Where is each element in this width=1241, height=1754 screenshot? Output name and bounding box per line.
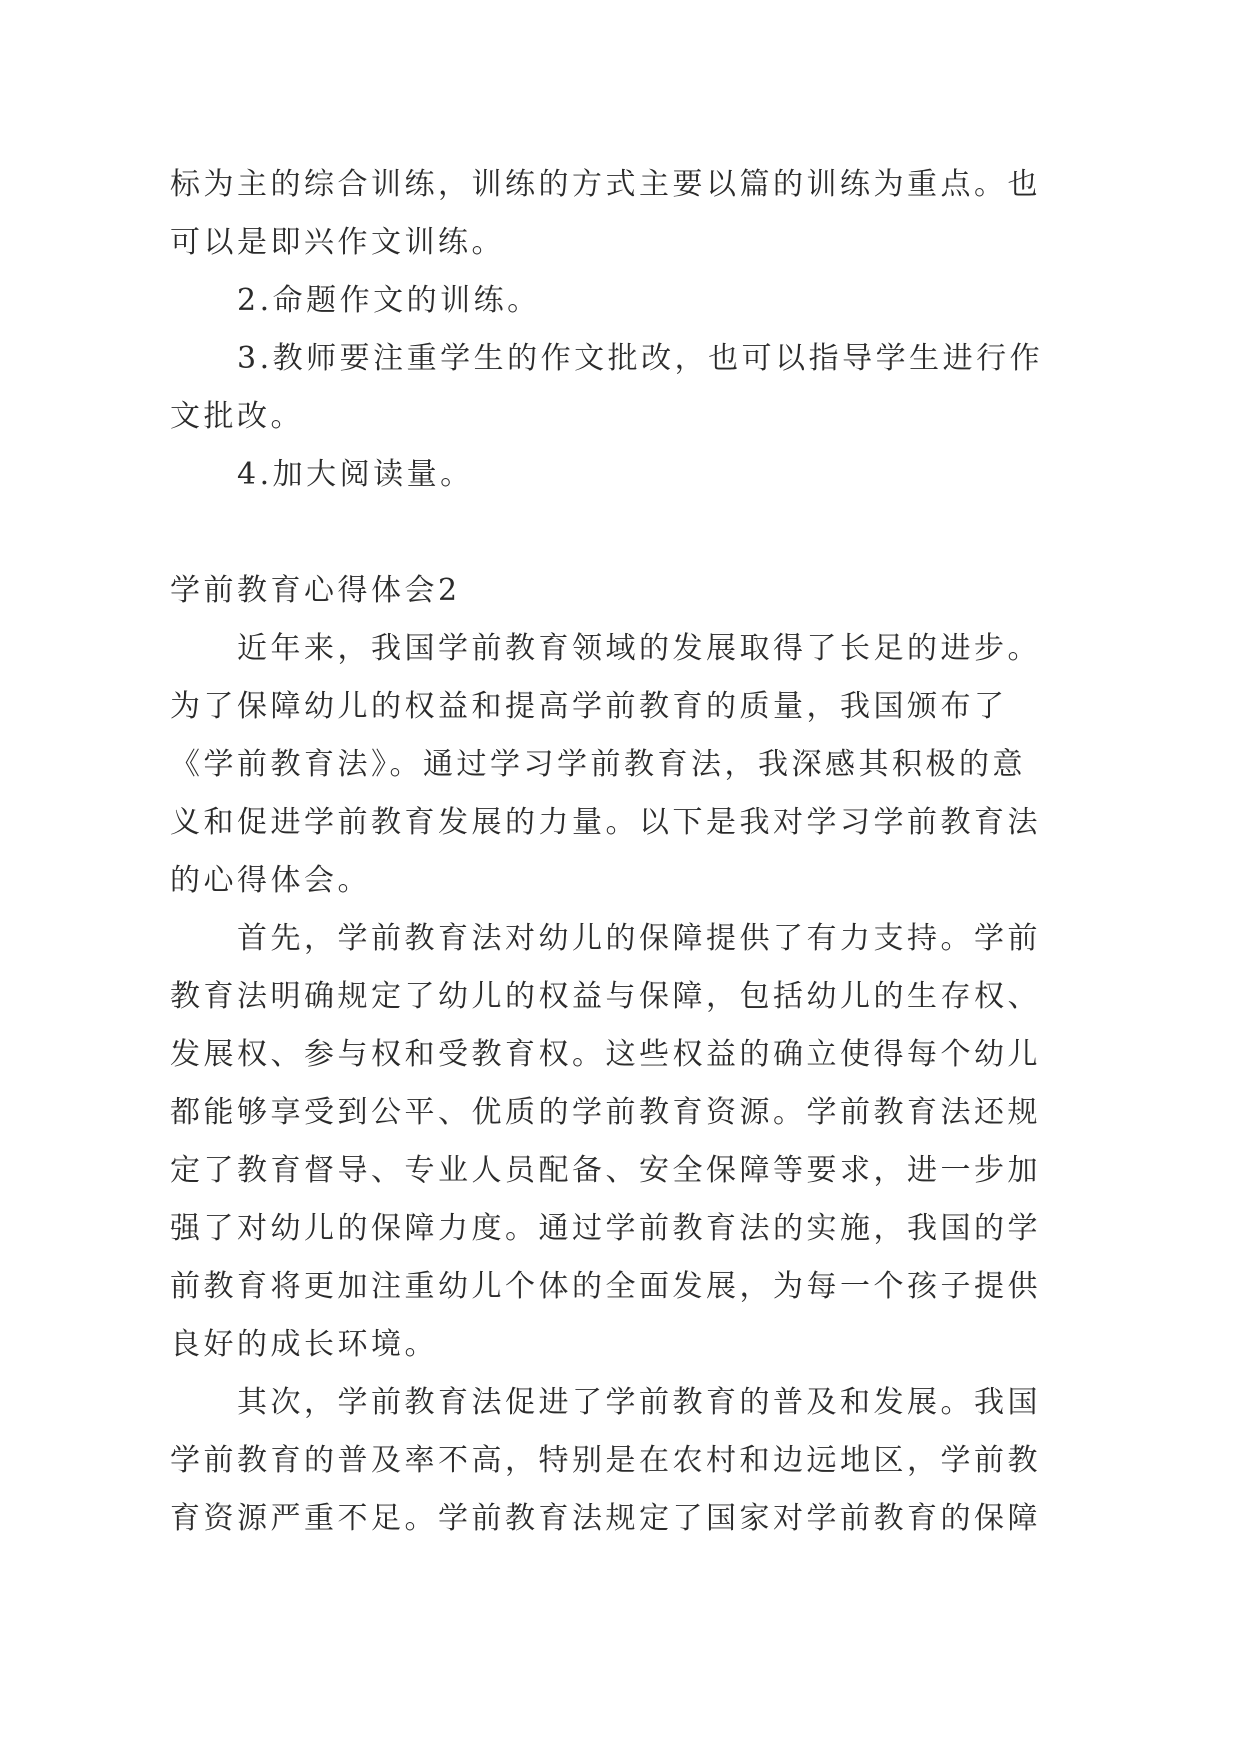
text-line: 的心得体会。 bbox=[170, 863, 371, 898]
section-heading: 学前教育心得体会2 bbox=[170, 573, 461, 608]
text-line: 其次，学前教育法促进了学前教育的普及和发展。我国 bbox=[237, 1385, 1041, 1420]
continued-paragraph bbox=[170, 156, 1130, 272]
text-line: 都能够享受到公平、优质的学前教育资源。学前教育法还规 bbox=[170, 1095, 1041, 1130]
list-item bbox=[170, 330, 1130, 446]
paragraph bbox=[170, 910, 1130, 1374]
text-line: 育资源严重不足。学前教育法规定了国家对学前教育的保障 bbox=[170, 1501, 1041, 1536]
text-line: 4.加大阅读量。 bbox=[237, 457, 474, 492]
text-line: 标为主的综合训练，训练的方式主要以篇的训练为重点。也 bbox=[170, 167, 1041, 202]
text-line: 学前教育的普及率不高，特别是在农村和边远地区，学前教 bbox=[170, 1443, 1041, 1478]
text-line: 义和促进学前教育发展的力量。以下是我对学习学前教育法 bbox=[170, 805, 1041, 840]
paragraph bbox=[170, 1374, 1130, 1548]
text-line: 文批改。 bbox=[170, 399, 304, 434]
text-line: 《学前教育法》。通过学习学前教育法，我深感其积极的意 bbox=[170, 747, 1026, 782]
text-line: 近年来，我国学前教育领域的发展取得了长足的进步。 bbox=[237, 631, 1041, 666]
text-line: 教育法明确规定了幼儿的权益与保障，包括幼儿的生存权、 bbox=[170, 979, 1041, 1014]
text-line: 定了教育督导、专业人员配备、安全保障等要求，进一步加 bbox=[170, 1153, 1041, 1188]
text-line: 3.教师要注重学生的作文批改，也可以指导学生进行作 bbox=[237, 341, 1044, 376]
text-line: 为了保障幼儿的权益和提高学前教育的质量，我国颁布了 bbox=[170, 689, 1008, 724]
text-line: 可以是即兴作文训练。 bbox=[170, 225, 505, 260]
list-item bbox=[170, 446, 1130, 504]
text-line: 强了对幼儿的保障力度。通过学前教育法的实施，我国的学 bbox=[170, 1211, 1041, 1246]
paragraph bbox=[170, 620, 1130, 910]
section-spacer bbox=[170, 504, 1130, 562]
text-column bbox=[170, 156, 1130, 1548]
text-line: 发展权、参与权和受教育权。这些权益的确立使得每个幼儿 bbox=[170, 1037, 1041, 1072]
text-line: 2.命题作文的训练。 bbox=[237, 283, 541, 318]
list-item bbox=[170, 272, 1130, 330]
text-line: 良好的成长环境。 bbox=[170, 1327, 438, 1362]
text-line: 前教育将更加注重幼儿个体的全面发展，为每一个孩子提供 bbox=[170, 1269, 1041, 1304]
text-line: 首先，学前教育法对幼儿的保障提供了有力支持。学前 bbox=[237, 921, 1041, 956]
